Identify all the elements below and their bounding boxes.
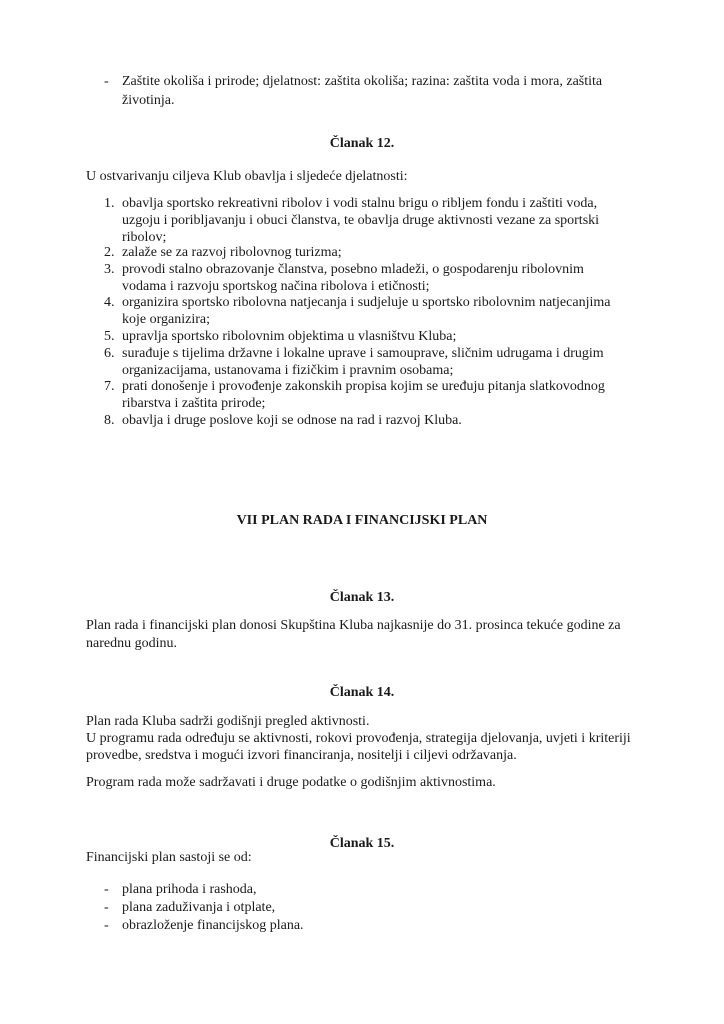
list-item-text-line: obavlja i druge poslove koji se odnose na rad i razvoj Kluba. (122, 413, 462, 428)
list-number: 2. (104, 245, 115, 260)
numbered-list-item (104, 378, 664, 412)
list-number: 8. (104, 413, 115, 428)
list-item-text-line: provodi stalno obrazovanje članstva, posebno mladeži, o gospodarenju ribolovnim (122, 262, 584, 277)
paragraph-line: Plan rada i financijski plan donosi Skupština Kluba najkasnije do 31. prosinca tekuće godine za (86, 618, 621, 633)
list-item-text-line: vodama i razvoju sportskog načina ribolova i etičnosti; (122, 279, 430, 294)
list-item-text-line: ribarstva i zaštita prirode; (122, 396, 266, 411)
list-number: 7. (104, 379, 115, 394)
list-item (104, 881, 504, 899)
list-dash: - (104, 900, 109, 915)
list-dash: - (104, 882, 109, 897)
list-item-text-line: obavlja sportsko rekreativni ribolov i vodi stalnu brigu o ribljem fondu i zaštiti voda, (122, 196, 598, 211)
paragraph-line: Program rada može sadržavati i druge podatke o godišnjim aktivnostima. (86, 775, 496, 790)
list-item-text-line: surađuje s tijelima državne i lokalne uprave i samouprave, sličnim udrugama i drugim (122, 346, 604, 361)
list-number: 6. (104, 346, 115, 361)
article-heading: Članak 13. (329, 590, 395, 605)
paragraph-line: provedbe, sredstva i mogući izvori financiranja, nositelji i ciljevi održavanja. (86, 748, 517, 763)
article-intro: U ostvarivanju ciljeva Klub obavlja i sljedeće djelatnosti: (86, 169, 408, 184)
list-number: 3. (104, 262, 115, 277)
article-heading: Članak 15. (329, 836, 395, 851)
article-heading: Članak 14. (329, 685, 395, 700)
list-item-text-line: životinja. (122, 93, 175, 108)
paragraph-line: narednu godinu. (86, 636, 177, 651)
section-heading: VII PLAN RADA I FINANCIJSKI PLAN (236, 513, 488, 528)
list-item-text-line: zalaže se za razvoj ribolovnog turizma; (122, 245, 342, 260)
list-item (104, 899, 504, 917)
list-item (104, 917, 504, 935)
list-item-text: obrazloženje financijskog plana. (122, 918, 304, 933)
list-item-text-line: upravlja sportsko ribolovnim objektima u vlasništvu Kluba; (122, 329, 457, 344)
article-intro: Financijski plan sastoji se od: (86, 850, 252, 865)
numbered-list-item (104, 294, 664, 328)
numbered-list-item (104, 328, 664, 345)
list-number: 4. (104, 295, 115, 310)
list-dash: - (104, 74, 109, 89)
numbered-list-item (104, 261, 664, 295)
numbered-list-item (104, 195, 664, 246)
list-item-text-line: koje organizira; (122, 312, 210, 327)
list-item-text-line: organizira sportsko ribolovna natjecanja i sudjeluje u sportsko ribolovnim natjecanjima (122, 295, 611, 310)
list-item-text-line: Zaštite okoliša i prirode; djelatnost: zaštita okoliša; razina: zaštita voda i mora, zaštita (122, 74, 603, 89)
list-item-text: plana prihoda i rashoda, (122, 882, 257, 897)
paragraph-line: U programu rada određuju se aktivnosti, rokovi provođenja, strategija djelovanja, uvjeti i kriteriji (86, 731, 631, 746)
article-heading: Članak 12. (329, 136, 395, 151)
list-item-text-line: prati donošenje i provođenje zakonskih propisa kojim se uređuju pitanja slatkovodnog (122, 379, 605, 394)
list-number: 1. (104, 196, 115, 211)
list-item-text-line: ribolov; (122, 230, 167, 245)
list-dash: - (104, 918, 109, 933)
numbered-list-item (104, 412, 664, 429)
list-number: 5. (104, 329, 115, 344)
list-item-text: plana zaduživanja i otplate, (122, 900, 276, 915)
paragraph-line: Plan rada Kluba sadrži godišnji pregled aktivnosti. (86, 714, 370, 729)
numbered-list-item (104, 345, 664, 379)
numbered-list-item (104, 244, 664, 261)
list-item-text-line: uzgoju i poribljavanju i obuci članstva, te obavlja druge aktivnosti vezane za sportski (122, 213, 600, 228)
list-item-text-line: organizacijama, ustanovama i fizičkim i pravnim osobama; (122, 363, 454, 378)
